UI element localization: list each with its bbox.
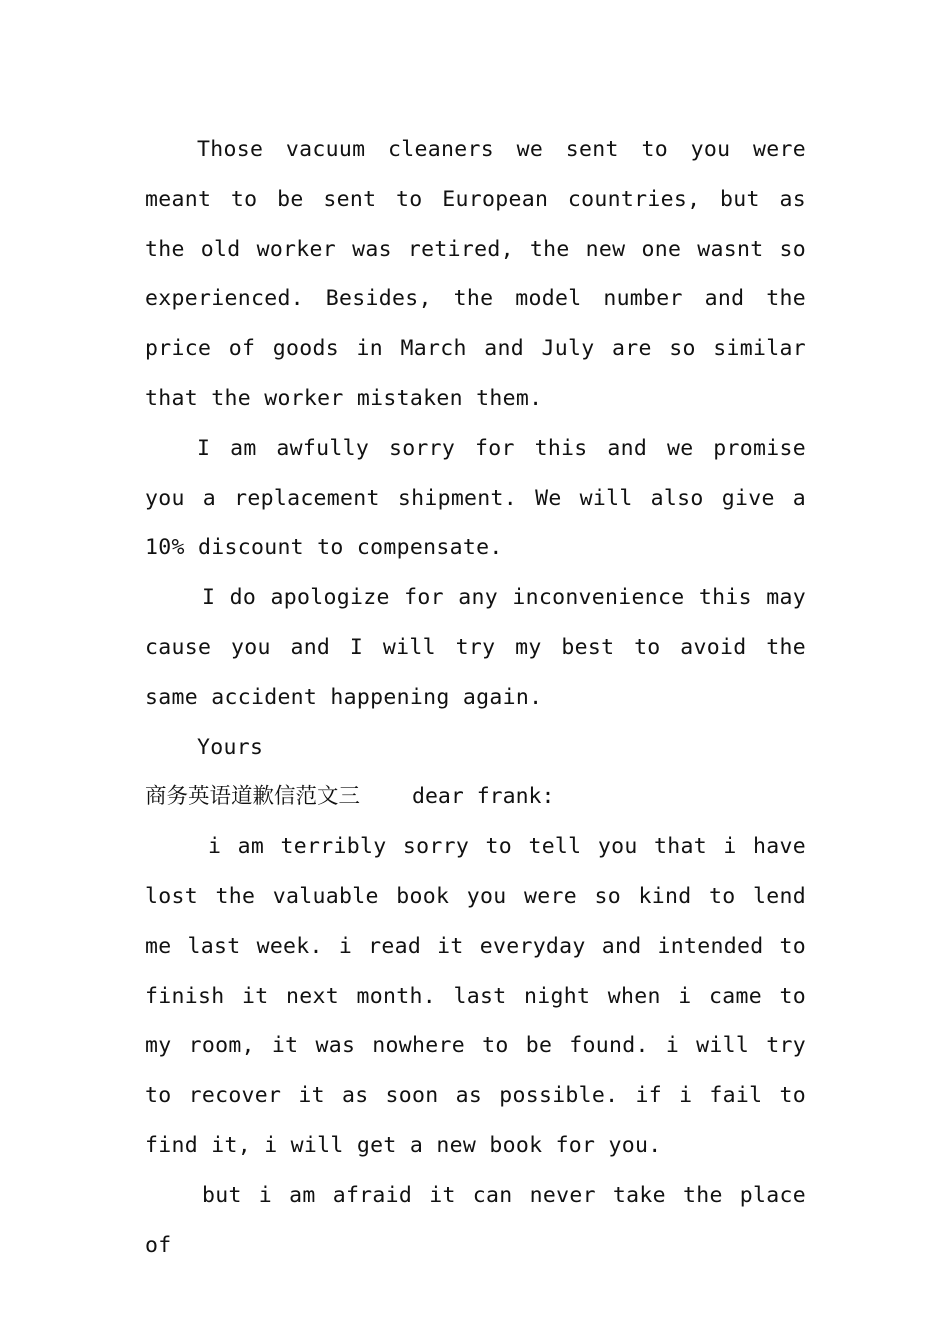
paragraph-lost-book: i am terribly sorry to tell you that i have lost the valuable book you were so kind to lend me last week. i read it everyday and intended to finish it next month. last night when i came to my room, it was nowhere to be found. i will try to recover it as soon as possible. if i fail to find it, i will get a new book for you. — [145, 834, 806, 1158]
paragraph-inconvenience: I do apologize for any inconvenience this may cause you and I will try my best to avoid the same accident happening again. — [145, 585, 806, 710]
salutation: dear frank: — [412, 784, 555, 810]
section-title: 商务英语道歉信范文三 — [145, 784, 361, 810]
paragraph-replacement-book: but i am afraid it can never take the place of — [145, 1182, 806, 1258]
document-page — [145, 125, 806, 1270]
paragraph-shipment-error: Those vacuum cleaners we sent to you were meant to be sent to European countries, but as the old worker was retired, the new one wasnt so experienced. Besides, the model number and the price of goods in March and July are so similar that the worker mistaken them. — [145, 137, 806, 411]
paragraph-apology-replacement: I am awfully sorry for this and we promise you a replacement shipment. We will also give a 10% discount to compensate. — [145, 435, 806, 561]
section-heading-line — [145, 772, 806, 822]
closing-yours: Yours — [197, 734, 264, 760]
